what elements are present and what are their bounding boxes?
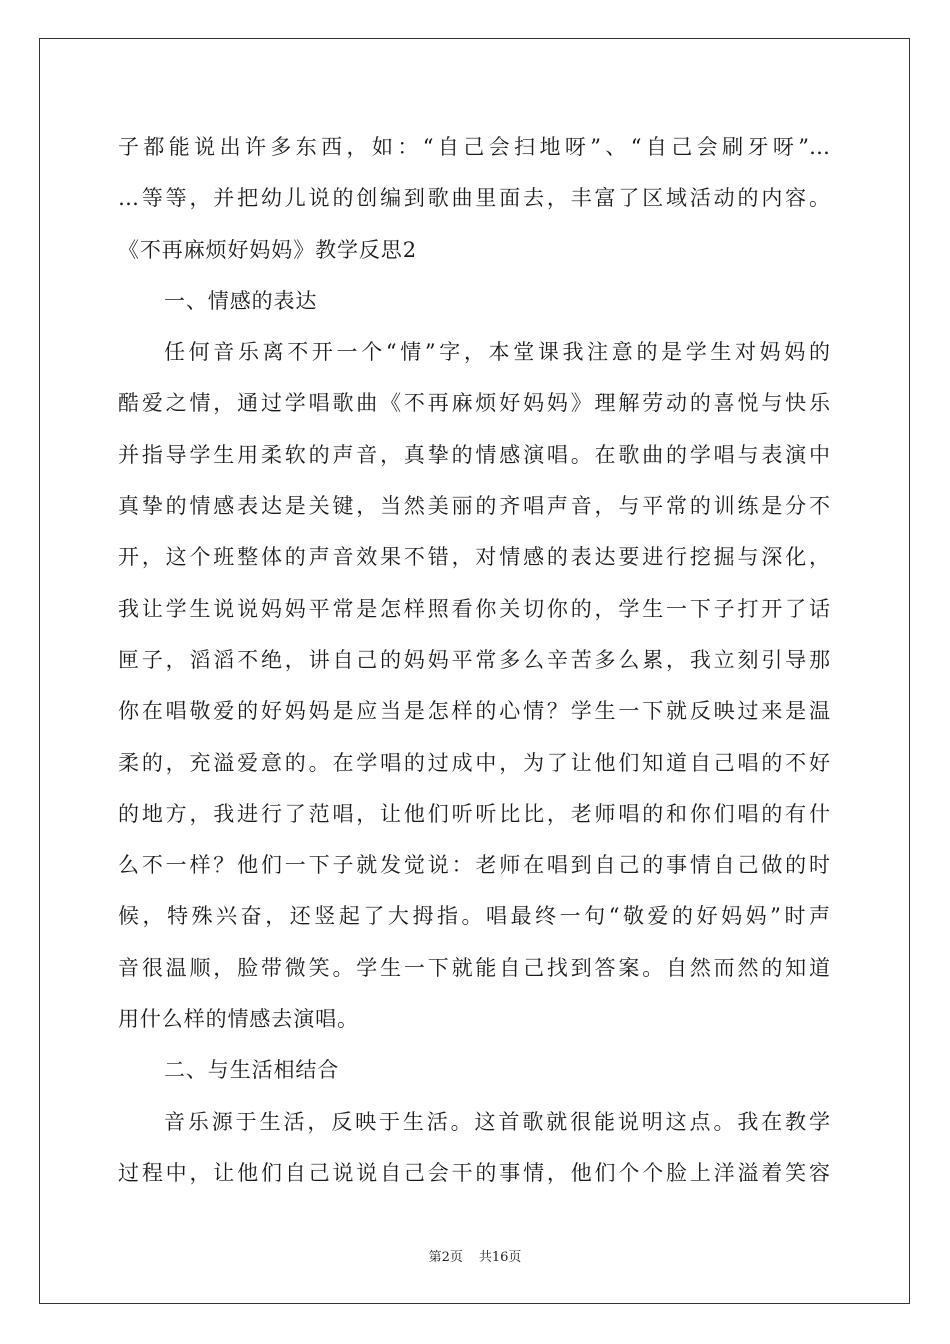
text-line: 么不一样？他们一下子就发觉说：老师在唱到自己的事情自己做的时 <box>118 853 830 878</box>
document-body <box>118 122 830 1199</box>
text-line: 候，特殊兴奋，还竖起了大拇指。唱最终一句“敬爱的好妈妈”时声 <box>118 904 830 929</box>
text-line: 真挚的情感表达是关键，当然美丽的齐唱声音，与平常的训练是分不 <box>118 494 830 519</box>
text-line: 并指导学生用柔软的声音，真挚的情感演唱。在歌曲的学唱与表演中 <box>118 442 830 467</box>
text-line: 柔的，充溢爱意的。在学唱的过成中，为了让他们知道自己唱的不好 <box>118 750 830 775</box>
text-line: 过程中，让他们自己说说自己会干的事情，他们个个脸上洋溢着笑容 <box>118 1160 830 1185</box>
text-line: 用什么样的情感去演唱。 <box>118 1007 359 1032</box>
text-line: 音很温顺，脸带微笑。学生一下就能自己找到答案。自然而然的知道 <box>118 955 830 980</box>
text-line: 你在唱敬爱的好妈妈是应当是怎样的心情？学生一下就反映过来是温 <box>118 699 830 724</box>
text-line: …等等，并把幼儿说的创编到歌曲里面去，丰富了区域活动的内容。 <box>118 186 830 211</box>
page-total: 共16页 <box>478 1250 522 1265</box>
page-number: 第2页 <box>428 1250 463 1265</box>
heading-emotion-expression: 一、情感的表达 <box>164 288 318 313</box>
text-line: 我让学生说说妈妈平常是怎样照看你关切你的，学生一下子打开了话 <box>118 596 830 621</box>
text-line: 匣子，滔滔不绝，讲自己的妈妈平常多么辛苦多么累，我立刻引导那 <box>118 647 830 672</box>
page-footer <box>0 1246 950 1265</box>
text-line: 子都能说出许多东西，如：“自己会扫地呀”、“自己会刷牙呀”… <box>118 135 830 159</box>
text-line: 开，这个班整体的声音效果不错，对情感的表达要进行挖掘与深化， <box>118 545 830 570</box>
section-title: 《不再麻烦好妈妈》教学反思2 <box>118 237 417 262</box>
paragraph-start: 任何音乐离不开一个“情”字，本堂课我注意的是学生对妈妈的 <box>164 340 830 365</box>
paragraph-start: 音乐源于生活，反映于生活。这首歌就很能说明这点。我在教学 <box>164 1109 830 1134</box>
text-line: 的地方，我进行了范唱，让他们听听比比，老师唱的和你们唱的有什 <box>118 801 830 826</box>
text-line: 酷爱之情，通过学唱歌曲《不再麻烦好妈妈》理解劳动的喜悦与快乐 <box>118 391 830 416</box>
heading-life-connection: 二、与生活相结合 <box>164 1058 340 1083</box>
